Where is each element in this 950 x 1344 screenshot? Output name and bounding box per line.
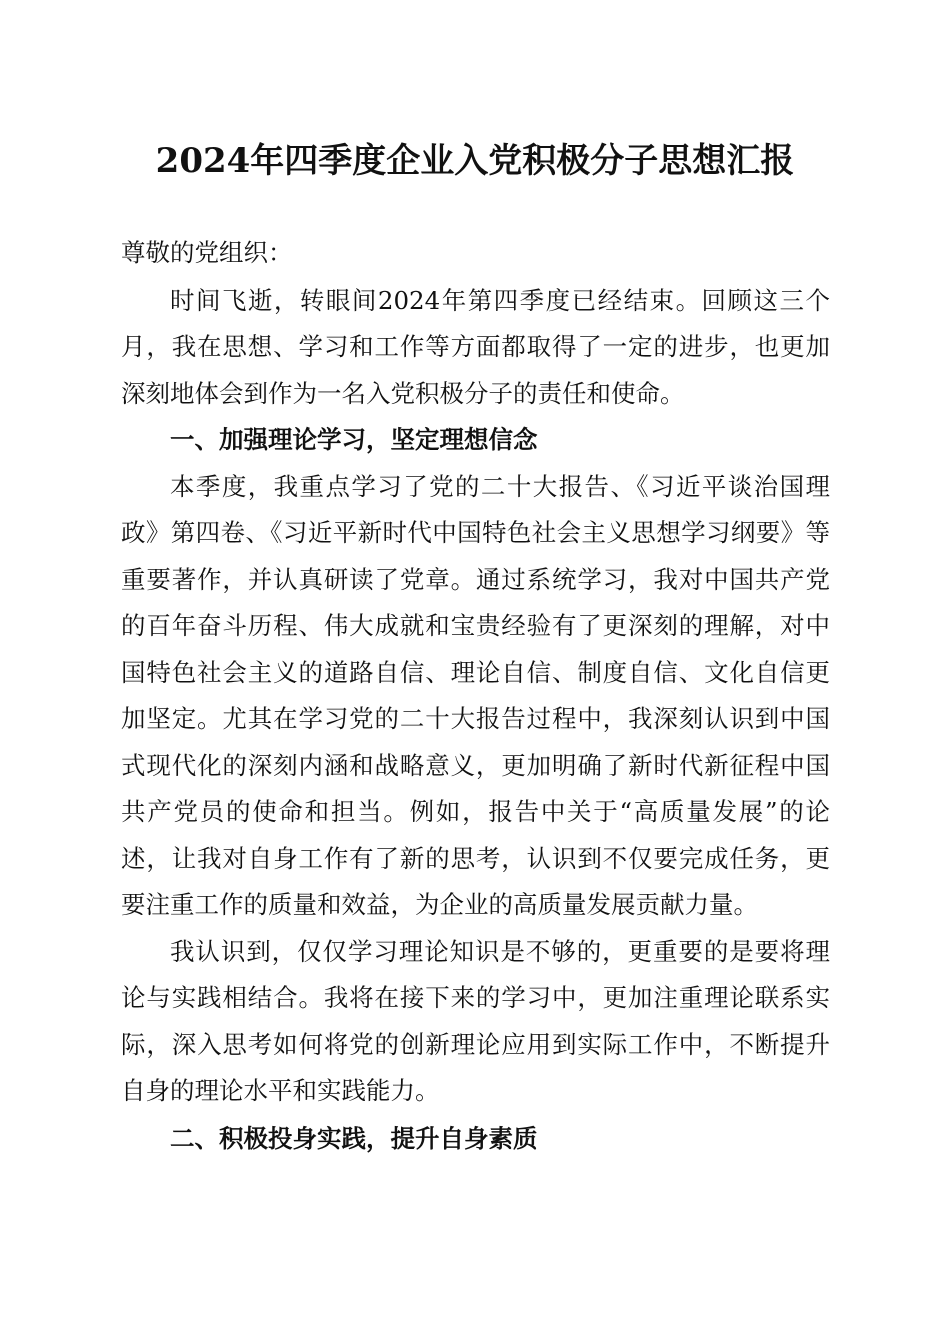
section-1-paragraph-1: 本季度，我重点学习了党的二十大报告、《习近平谈治国理政》第四卷、《习近平新时代中国特色社会主义思想学习纲要》等重要著作，并认真研读了党章。通过系统学习，我对中国共产党的百年奋斗历程、伟大成就和宝贵经验有了更深刻的理解，对中国特色社会主义的道路自信、理论自信、制度自信、文化自信更加坚定。尤其在学习党的二十大报告过程中，我深刻认识到中国式现代化的深刻内涵和战略意义，更加明确了新时代新征程中国共产党员的使命和担当。例如，报告中关于“高质量发展”的论述，让我对自身工作有了新的思考，认识到不仅要完成任务，更要注重工作的质量和效益，为企业的高质量发展贡献力量。: [121, 471, 830, 919]
section-heading-2: 二、积极投身实践，提升自身素质: [170, 1123, 538, 1153]
section-heading-1: 一、加强理论学习，坚定理想信念: [170, 425, 538, 454]
intro-paragraph: 时间飞逝，转眼间2024年第四季度已经结束。回顾这三个月，我在思想、学习和工作等方面都取得了一定的进步，也更加深刻地体会到作为一名入党积极分子的责任和使命。: [121, 285, 830, 408]
document-title: 2024年四季度企业入党积极分子思想汇报: [155, 141, 795, 181]
document-body: [121, 230, 830, 1162]
section-1-paragraph-2: 我认识到，仅仅学习理论知识是不够的，更重要的是要将理论与实践相结合。我将在接下来的学习中，更加注重理论联系实际，深入思考如何将党的创新理论应用到实际工作中，不断提升自身的理论水平和实践能力。: [121, 936, 830, 1105]
salutation: 尊敬的党组织：: [121, 238, 293, 267]
